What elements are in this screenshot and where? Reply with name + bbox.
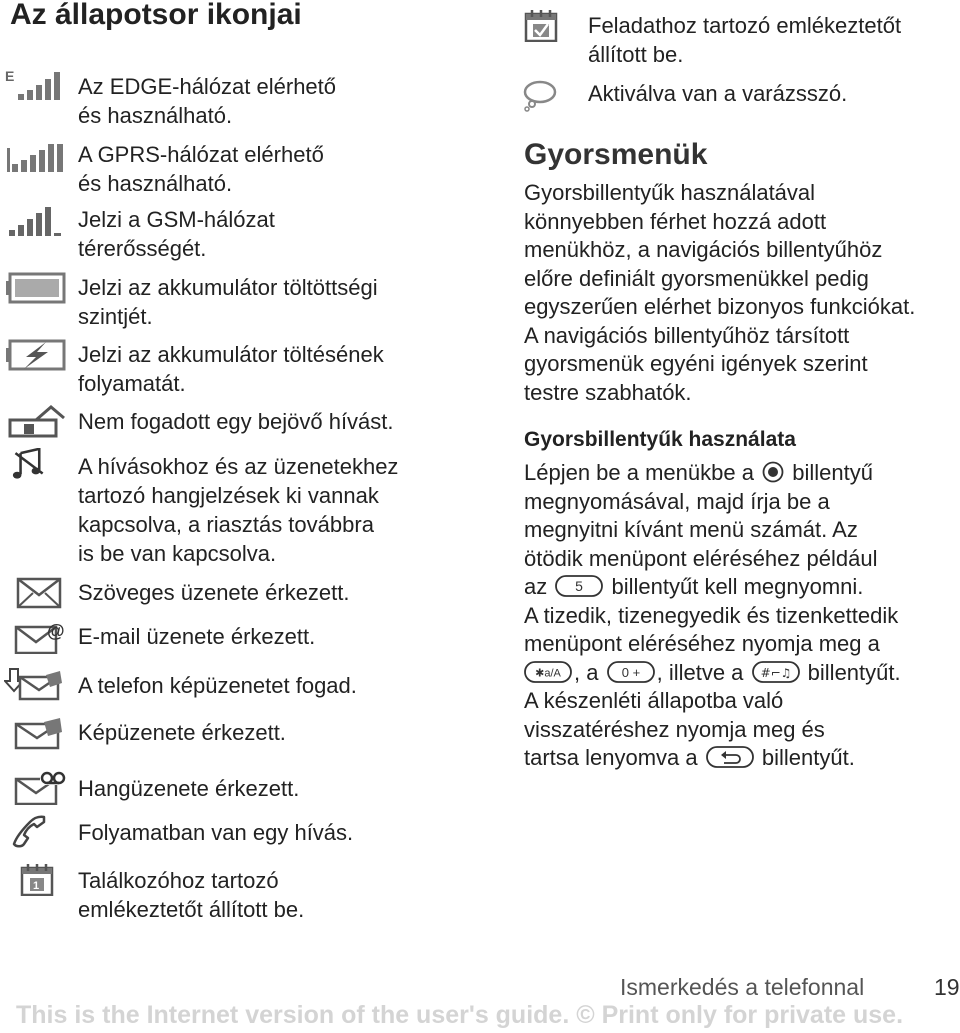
appointment-reminder-description: Találkozóhoz tartozó emlékeztetőt állított be.: [78, 868, 305, 922]
shortcuts-heading: Gyorsmenük: [524, 138, 708, 171]
gprs-signal-icon: [4, 140, 66, 174]
svg-text:1: 1: [33, 880, 40, 892]
appointment-reminder-icon: [4, 862, 66, 896]
gsm-signal-description: Jelzi a GSM-hálózat térerősségét.: [78, 207, 275, 261]
email-message-description: E-mail üzenete érkezett.: [78, 624, 316, 649]
silent-mode-description: A hívásokhoz és az üzenetekhez tartozó hangjelzések ki vannak kapcsolva, a riasztás továbbra is be van kapcsolva.: [78, 454, 399, 566]
voice-message-description: Hangüzenete érkezett.: [78, 776, 300, 801]
picture-message-description: Képüzenete érkezett.: [78, 720, 286, 745]
gsm-signal-strength-icon: [4, 204, 66, 238]
receiving-picture-message-description: A telefon képüzenetet fogad.: [78, 673, 357, 698]
footer-chapter: Ismerkedés a telefonnal: [620, 974, 865, 1000]
battery-level-description: Jelzi az akkumulátor töltöttségi szintjét.: [78, 275, 378, 329]
voice-message-icon: [4, 771, 66, 805]
silent-mode-icon: [4, 448, 66, 482]
email-message-icon: [4, 620, 66, 654]
battery-charging-description: Jelzi az akkumulátor töltésének folyamatát.: [78, 342, 384, 396]
gprs-signal-description: A GPRS-hálózat elérhető és használható.: [78, 142, 324, 196]
svg-text:@: @: [47, 621, 65, 641]
zero-key-label: 0 +: [621, 664, 640, 680]
star-key-label: ✱a/A: [535, 667, 561, 680]
key-5-icon: [555, 575, 603, 597]
battery-charging-icon: [4, 338, 66, 372]
edge-signal-icon: [4, 68, 66, 102]
page-title: Az állapotsor ikonjai: [10, 0, 302, 31]
missed-call-icon: [4, 404, 66, 438]
hash-key-label: #⌐♫: [760, 665, 791, 680]
wizard-icon: [518, 78, 564, 112]
ongoing-call-description: Folyamatban van egy hívás.: [78, 820, 354, 845]
shortcuts-usage-text: Lépjen be a menükbe a billentyű megnyomásával, majd írja be a megnyitni kívánt menü számát. Az ötödik menüpont eléréséhez például az 5 billentyűt kell megnyomni. A tizedik, tizenegyedik és tizenkettedik menüpont eléréséhez nyomja meg a ✱a/A , a 0 + , illetve a #⌐♫ billentyűt. A készenléti állapotba való visszatéréshez nyomja meg és tartsa lenyomva a billentyűt.: [524, 460, 901, 770]
task-reminder-description: Feladathoz tartozó emlékeztetőt állított be.: [588, 13, 902, 67]
receiving-picture-message-icon: [4, 667, 66, 701]
page-number: 19: [934, 974, 960, 1000]
battery-level-icon: [4, 271, 66, 305]
ongoing-call-icon: [4, 814, 66, 848]
missed-call-description: Nem fogadott egy bejövő hívást.: [78, 409, 394, 434]
back-key-icon: [706, 746, 754, 768]
navigation-key-icon: [762, 461, 784, 483]
picture-message-icon: [4, 716, 66, 750]
wizard-description: Aktiválva van a varázsszó.: [588, 81, 848, 106]
task-reminder-icon: [518, 8, 564, 42]
watermark: This is the Internet version of the user's guide. © Print only for private use.: [16, 1001, 904, 1029]
text-message-icon: [4, 576, 66, 610]
shortcuts-intro: Gyorsbillentyűk használatával könnyebben férhet hozzá adott menükhöz, a navigációs billentyűhöz előre definiált gyorsmenükkel pedig egyszerűen elérhet bizonyos funkciókat. A navigációs billentyűhöz társított gyorsmenük egyéni igények szerint testre szabhatók.: [524, 180, 916, 405]
hash-key-icon: [752, 661, 800, 683]
key-5-label: 5: [575, 578, 584, 595]
text-message-description: Szöveges üzenete érkezett.: [78, 580, 350, 605]
star-key-icon: [524, 661, 572, 683]
svg-text:E: E: [5, 68, 15, 84]
edge-signal-description: Az EDGE-hálózat elérhető és használható.: [78, 74, 337, 128]
shortcuts-usage-subheading: Gyorsbillentyűk használata: [524, 428, 796, 451]
zero-key-icon: [607, 661, 655, 683]
